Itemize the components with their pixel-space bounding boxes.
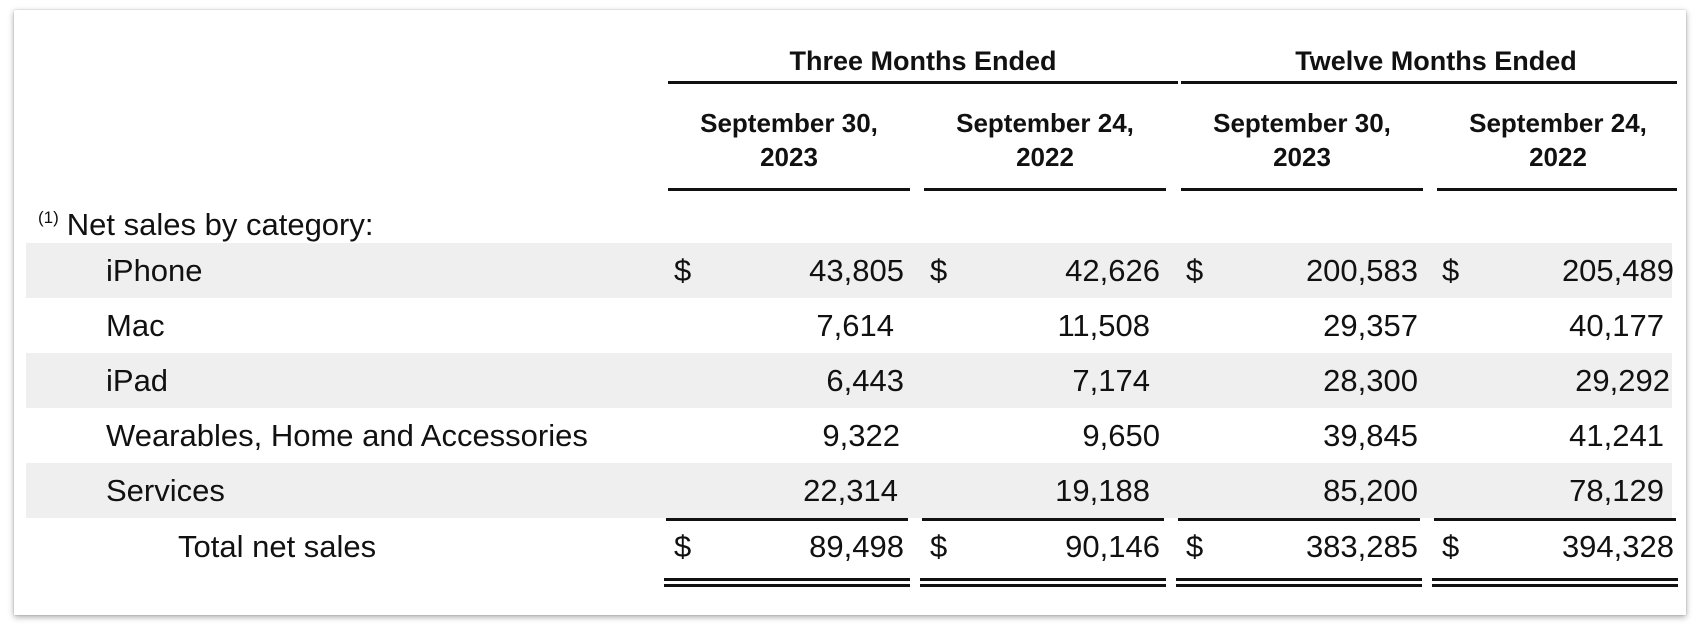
total-double-rule-3 [1176, 578, 1422, 587]
group-rule-three-months [668, 81, 1178, 84]
total-double-rule-4 [1432, 578, 1678, 587]
cell-value: 205,489 [1561, 253, 1674, 288]
currency-symbol: $ [1186, 253, 1204, 288]
total-double-rule-1 [664, 578, 910, 587]
cell-value: 41,241 [1569, 418, 1664, 453]
currency-symbol: $ [930, 529, 948, 564]
header-three-months: Three Months Ended [789, 46, 1057, 76]
currency-symbol: $ [930, 253, 948, 288]
group-rule-twelve-months [1181, 81, 1677, 84]
header-twelve-months: Twelve Months Ended [1295, 46, 1577, 76]
cell-value: 78,129 [1569, 473, 1664, 508]
row-label: Services [106, 473, 225, 508]
row-label: Wearables, Home and Accessories [106, 418, 588, 453]
cell-value: 85,200 [1323, 473, 1418, 508]
col-rule-3 [1181, 188, 1423, 191]
cell-value: 200,583 [1305, 253, 1418, 288]
cell-value: 42,626 [1065, 253, 1160, 288]
row-label: iPhone [106, 253, 203, 288]
col-header-q-2022: September 24, 2022 [956, 108, 1134, 172]
total-value: 89,498 [809, 529, 904, 564]
col-header-y-2023: September 30, 2023 [1213, 108, 1391, 172]
total-label: Total net sales [178, 529, 377, 564]
col-header-y-2022: September 24, 2022 [1469, 108, 1647, 172]
footnote-marker: (1) [38, 208, 59, 227]
col-rule-1 [668, 188, 910, 191]
net-sales-table [14, 10, 1686, 615]
cell-value: 29,292 [1575, 363, 1670, 398]
cell-value: 22,314 [803, 473, 898, 508]
cell-value: 43,805 [809, 253, 904, 288]
table-row [14, 298, 1686, 353]
total-value: 90,146 [1065, 529, 1160, 564]
currency-symbol: $ [674, 253, 692, 288]
currency-symbol: $ [1442, 253, 1460, 288]
cell-value: 39,845 [1323, 418, 1418, 453]
total-value: 383,285 [1305, 529, 1418, 564]
cell-value: 28,300 [1323, 363, 1418, 398]
total-double-rule-2 [920, 578, 1166, 587]
table-row [14, 353, 1686, 408]
currency-symbol: $ [674, 529, 692, 564]
cell-value: 7,174 [1072, 363, 1150, 398]
cell-value: 29,357 [1323, 308, 1418, 343]
row-label: Mac [106, 308, 165, 343]
cell-value: 40,177 [1569, 308, 1664, 343]
col-rule-2 [924, 188, 1166, 191]
row-label: iPad [106, 363, 169, 398]
currency-symbol: $ [1186, 529, 1204, 564]
col-header-q-2023: September 30, 2023 [700, 108, 878, 172]
table-row [14, 463, 1686, 518]
table-row [14, 243, 1686, 298]
cell-value: 6,443 [826, 363, 904, 398]
cell-value: 9,322 [822, 418, 900, 453]
col-rule-4 [1437, 188, 1677, 191]
cell-value: 9,650 [1082, 418, 1160, 453]
total-row [14, 519, 1686, 574]
cell-value: 7,614 [816, 308, 894, 343]
currency-symbol: $ [1442, 529, 1460, 564]
section-label: $^{(1)}$ Net sales by category: [38, 207, 374, 242]
cell-value: 19,188 [1055, 473, 1150, 508]
cell-value: 11,508 [1057, 308, 1150, 343]
table-row [14, 408, 1686, 463]
total-value: 394,328 [1561, 529, 1674, 564]
